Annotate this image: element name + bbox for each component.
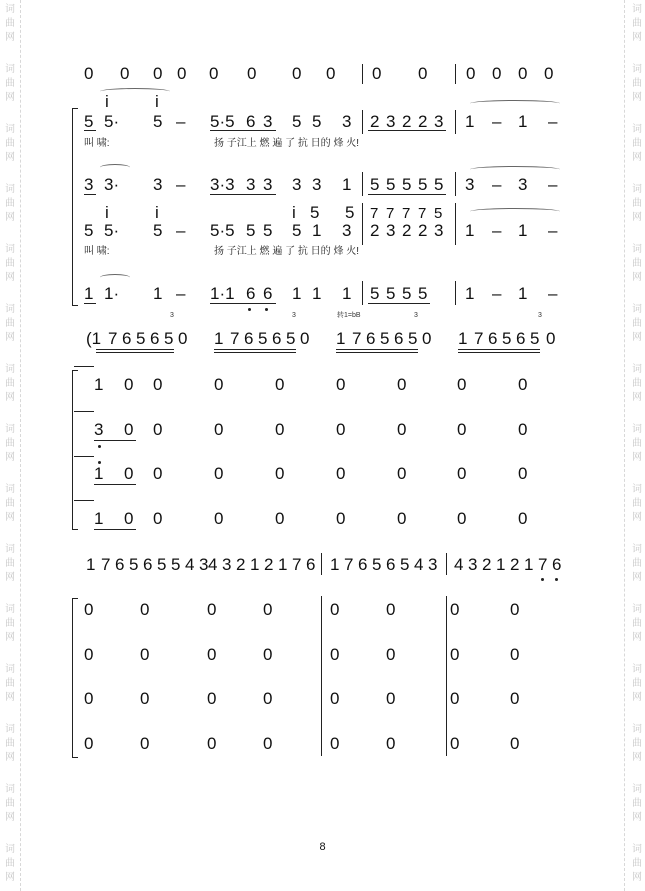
watermark-glyph: 词 xyxy=(5,484,15,495)
watermark-glyph: 网 xyxy=(5,32,15,43)
barline xyxy=(446,553,447,575)
watermark-glyph: 曲 xyxy=(5,438,15,449)
watermark-glyph: 网 xyxy=(5,692,15,703)
barline xyxy=(362,203,363,245)
watermark-glyph: 曲 xyxy=(5,738,15,749)
watermark-glyph: 网 xyxy=(632,752,642,763)
watermark-glyph: 词 xyxy=(5,244,15,255)
watermark-glyph: 网 xyxy=(5,452,15,463)
watermark-glyph: 词 xyxy=(632,4,642,15)
underline-beam xyxy=(94,484,136,485)
watermark-glyph: 网 xyxy=(632,512,642,523)
underline-beam xyxy=(84,194,96,195)
underline-beam xyxy=(214,349,296,350)
watermark-glyph: 曲 xyxy=(5,138,15,149)
octave-dot xyxy=(248,308,251,311)
watermark-glyph: 词 xyxy=(632,364,642,375)
watermark-glyph: 词 xyxy=(632,484,642,495)
watermark-glyph: 网 xyxy=(5,332,15,343)
watermark-glyph: 词 xyxy=(632,244,642,255)
tie-line xyxy=(74,366,94,367)
watermark-glyph: 词 xyxy=(5,184,15,195)
watermark-glyph: 网 xyxy=(632,812,642,823)
triplet-mark: 3 xyxy=(538,312,542,319)
slur xyxy=(470,208,560,215)
watermark-glyph: 曲 xyxy=(5,258,15,269)
watermark-glyph: 网 xyxy=(5,392,15,403)
watermark-glyph: 曲 xyxy=(632,378,642,389)
octave-dot xyxy=(265,308,268,311)
page-number: 8 xyxy=(319,841,326,853)
watermark-column-right xyxy=(623,0,645,891)
barline xyxy=(362,110,363,134)
watermark-glyph: 词 xyxy=(5,424,15,435)
underline-beam xyxy=(458,349,540,350)
underline-beam xyxy=(96,349,174,350)
watermark-glyph: 曲 xyxy=(632,258,642,269)
watermark-glyph: 网 xyxy=(632,332,642,343)
underline-beam xyxy=(368,194,446,195)
watermark-glyph: 曲 xyxy=(632,558,642,569)
system1-brace xyxy=(72,108,78,306)
octave-dot xyxy=(541,578,544,581)
underline-beam xyxy=(368,303,430,304)
watermark-glyph: 曲 xyxy=(632,138,642,149)
watermark-glyph: 曲 xyxy=(5,378,15,389)
barline xyxy=(455,110,456,134)
underline-beam xyxy=(84,130,96,131)
watermark-glyph: 网 xyxy=(5,92,15,103)
barline xyxy=(362,64,363,84)
watermark-glyph: 曲 xyxy=(632,858,642,869)
slur xyxy=(100,88,170,95)
octave-dot xyxy=(98,445,101,448)
triplet-mark: 3 xyxy=(414,312,418,319)
watermark-glyph: 词 xyxy=(5,124,15,135)
watermark-glyph: 网 xyxy=(5,812,15,823)
barline xyxy=(362,281,363,305)
watermark-glyph: 曲 xyxy=(632,318,642,329)
slur xyxy=(100,274,130,281)
slur xyxy=(470,100,560,107)
barline xyxy=(321,553,322,575)
watermark-glyph: 网 xyxy=(632,572,642,583)
watermark-glyph: 词 xyxy=(5,364,15,375)
watermark-glyph: 网 xyxy=(632,632,642,643)
watermark-glyph: 曲 xyxy=(632,498,642,509)
tie-line xyxy=(74,456,94,457)
watermark-glyph: 网 xyxy=(5,632,15,643)
watermark-glyph: 词 xyxy=(5,64,15,75)
watermark-glyph: 词 xyxy=(632,124,642,135)
margin-dashed-line xyxy=(624,0,625,891)
watermark-glyph: 网 xyxy=(5,512,15,523)
watermark-glyph: 网 xyxy=(632,32,642,43)
triplet-mark: 3 xyxy=(292,312,296,319)
watermark-glyph: 曲 xyxy=(5,18,15,29)
watermark-glyph: 词 xyxy=(5,724,15,735)
watermark-glyph: 曲 xyxy=(5,498,15,509)
watermark-glyph: 曲 xyxy=(632,438,642,449)
watermark-glyph: 词 xyxy=(632,424,642,435)
slur xyxy=(470,166,560,173)
watermark-glyph: 网 xyxy=(632,212,642,223)
barline xyxy=(362,172,363,196)
watermark-glyph: 曲 xyxy=(632,78,642,89)
watermark-glyph: 词 xyxy=(5,664,15,675)
watermark-glyph: 网 xyxy=(632,392,642,403)
watermark-glyph: 词 xyxy=(632,724,642,735)
watermark-glyph: 曲 xyxy=(632,738,642,749)
watermark-glyph: 网 xyxy=(5,212,15,223)
watermark-glyph: 词 xyxy=(632,664,642,675)
lyric-lead: 叫 啸: xyxy=(84,246,110,257)
underline-beam xyxy=(96,352,174,353)
watermark-glyph: 词 xyxy=(632,604,642,615)
watermark-glyph: 网 xyxy=(5,752,15,763)
barline xyxy=(446,596,447,756)
underline-beam xyxy=(210,194,276,195)
watermark-glyph: 词 xyxy=(632,784,642,795)
lyric-line: 扬 子江上 燃 遍 了 抗 日的 烽 火! xyxy=(214,246,360,257)
watermark-glyph: 网 xyxy=(5,272,15,283)
watermark-glyph: 词 xyxy=(632,64,642,75)
watermark-glyph: 词 xyxy=(5,784,15,795)
watermark-glyph: 曲 xyxy=(5,558,15,569)
watermark-glyph: 词 xyxy=(5,544,15,555)
watermark-glyph: 词 xyxy=(5,844,15,855)
watermark-glyph: 词 xyxy=(632,844,642,855)
watermark-glyph: 网 xyxy=(632,692,642,703)
margin-dashed-line xyxy=(20,0,21,891)
watermark-glyph: 词 xyxy=(632,184,642,195)
watermark-glyph: 曲 xyxy=(632,798,642,809)
underline-beam xyxy=(94,440,136,441)
watermark-glyph: 曲 xyxy=(5,198,15,209)
watermark-glyph: 网 xyxy=(632,272,642,283)
barline xyxy=(455,281,456,305)
tie-line xyxy=(74,411,94,412)
tie-line xyxy=(74,500,94,501)
watermark-glyph: 曲 xyxy=(632,678,642,689)
watermark-glyph: 网 xyxy=(632,872,642,883)
underline-beam xyxy=(210,130,276,131)
barline xyxy=(455,203,456,245)
watermark-glyph: 词 xyxy=(5,4,15,15)
underline-beam xyxy=(336,349,418,350)
triplet-mark: 3 xyxy=(170,312,174,319)
underline-beam xyxy=(458,352,540,353)
watermark-glyph: 曲 xyxy=(5,858,15,869)
lyric-line: 扬 子江上 燃 遍 了 抗 日的 烽 火! xyxy=(214,138,360,149)
underline-beam xyxy=(214,352,296,353)
system2-brace xyxy=(72,370,78,530)
octave-dot xyxy=(98,461,101,464)
octave-dot xyxy=(555,578,558,581)
watermark-glyph: 曲 xyxy=(5,678,15,689)
watermark-glyph: 曲 xyxy=(632,18,642,29)
underline-beam xyxy=(84,303,96,304)
slur xyxy=(100,164,130,171)
watermark-glyph: 网 xyxy=(632,92,642,103)
barline xyxy=(321,596,322,756)
watermark-glyph: 曲 xyxy=(632,198,642,209)
barline xyxy=(455,64,456,84)
watermark-glyph: 网 xyxy=(5,152,15,163)
key-change-label: 转1=bB xyxy=(337,312,361,319)
underline-beam xyxy=(336,352,418,353)
watermark-glyph: 网 xyxy=(632,152,642,163)
watermark-glyph: 网 xyxy=(632,452,642,463)
watermark-glyph: 曲 xyxy=(5,798,15,809)
watermark-glyph: 网 xyxy=(5,872,15,883)
watermark-column-left xyxy=(0,0,22,891)
barline xyxy=(455,172,456,196)
watermark-glyph: 曲 xyxy=(5,618,15,629)
watermark-glyph: 词 xyxy=(5,304,15,315)
watermark-glyph: 词 xyxy=(632,544,642,555)
watermark-glyph: 词 xyxy=(5,604,15,615)
watermark-glyph: 网 xyxy=(5,572,15,583)
underline-beam xyxy=(94,529,136,530)
underline-beam xyxy=(210,303,276,304)
watermark-glyph: 曲 xyxy=(632,618,642,629)
lyric-lead: 叫 啸: xyxy=(84,138,110,149)
system3-brace xyxy=(72,598,78,758)
watermark-glyph: 曲 xyxy=(5,78,15,89)
watermark-glyph: 词 xyxy=(632,304,642,315)
underline-beam xyxy=(368,130,446,131)
watermark-glyph: 曲 xyxy=(5,318,15,329)
